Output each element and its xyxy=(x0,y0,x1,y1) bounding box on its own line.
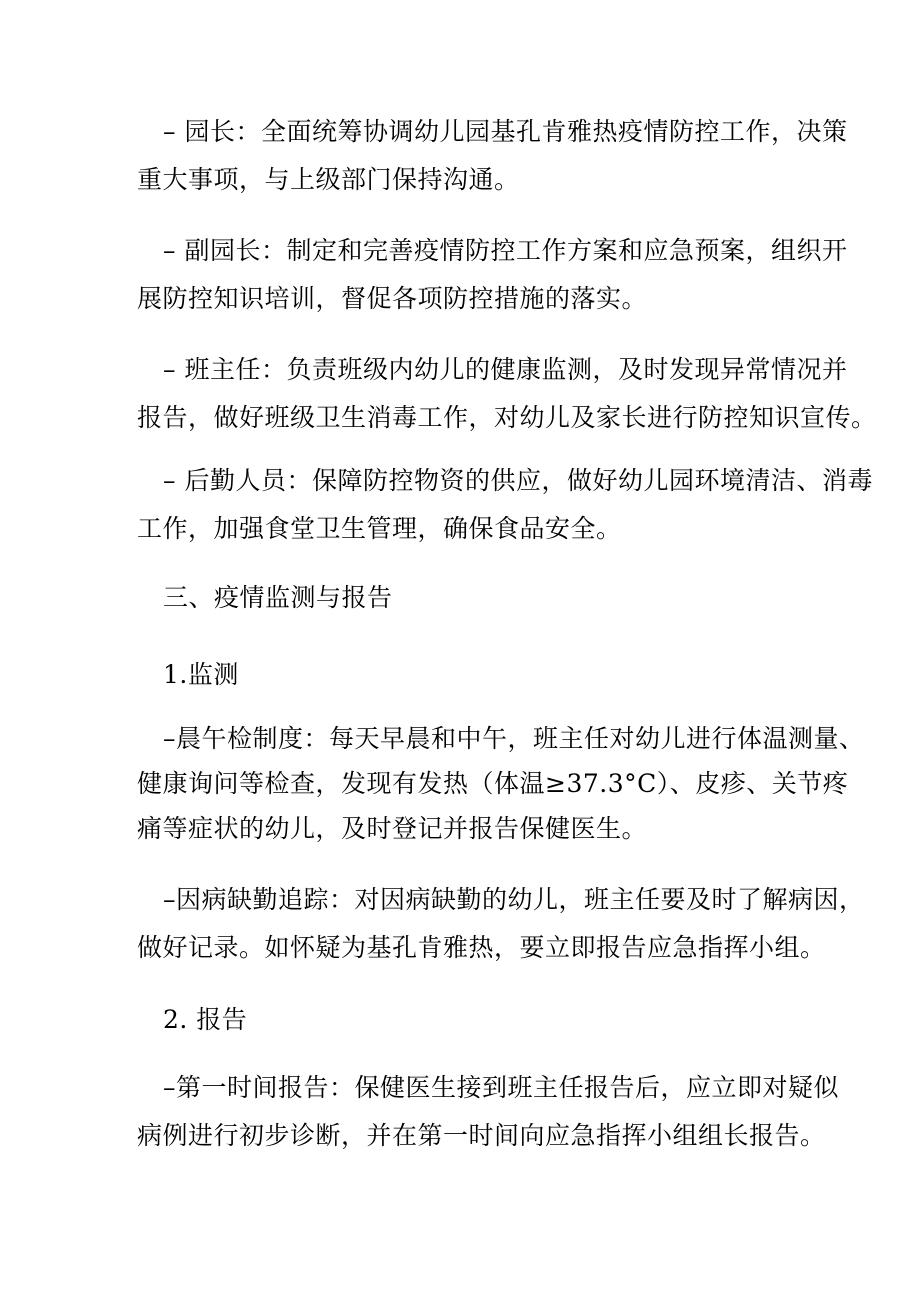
paragraph-absence-tracking-line-1: –因病缺勤追踪：对因病缺勤的幼儿，班主任要及时了解病因， xyxy=(163,885,865,914)
subsection-heading-report: 2. 报告 xyxy=(163,1005,248,1034)
paragraph-morning-check-line-2: 健康询问等检查，发现有发热（体温≥37.3°C）、皮疹、关节疼 xyxy=(137,769,849,798)
paragraph-morning-check-line-1: –晨午检制度：每天早晨和中午，班主任对幼儿进行体温测量、 xyxy=(163,724,865,753)
paragraph-vice-principal-line-2: 展防控知识培训，督促各项防控措施的落实。 xyxy=(137,284,648,313)
section-heading: 三、疫情监测与报告 xyxy=(163,583,393,612)
paragraph-class-teacher-line-1: – 班主任：负责班级内幼儿的健康监测，及时发现异常情况并 xyxy=(163,355,848,384)
paragraph-first-report-line-2: 病例进行初步诊断，并在第一时间向应急指挥小组组长报告。 xyxy=(137,1121,826,1150)
paragraph-morning-check-line-3: 痛等症状的幼儿，及时登记并报告保健医生。 xyxy=(137,814,648,843)
paragraph-vice-principal-line-1: – 副园长：制定和完善疫情防控工作方案和应急预案，组织开 xyxy=(163,236,848,265)
subsection-heading-monitoring: 1.监测 xyxy=(163,660,239,689)
paragraph-logistics-line-1: – 后勤人员：保障防控物资的供应，做好幼儿园环境清洁、消毒 xyxy=(163,466,873,495)
paragraph-absence-tracking-line-2: 做好记录。如怀疑为基孔肯雅热，要立即报告应急指挥小组。 xyxy=(137,933,826,962)
paragraph-first-report-line-1: –第一时间报告：保健医生接到班主任报告后，应立即对疑似 xyxy=(163,1073,840,1102)
paragraph-principal-line-1: – 园长：全面统筹协调幼儿园基孔肯雅热疫情防控工作，决策 xyxy=(163,117,848,146)
paragraph-logistics-line-2: 工作，加强食堂卫生管理，确保食品安全。 xyxy=(137,514,622,543)
paragraph-class-teacher-line-2: 报告，做好班级卫生消毒工作，对幼儿及家长进行防控知识宣传。 xyxy=(137,403,877,432)
paragraph-principal-line-2: 重大事项，与上级部门保持沟通。 xyxy=(137,165,520,194)
